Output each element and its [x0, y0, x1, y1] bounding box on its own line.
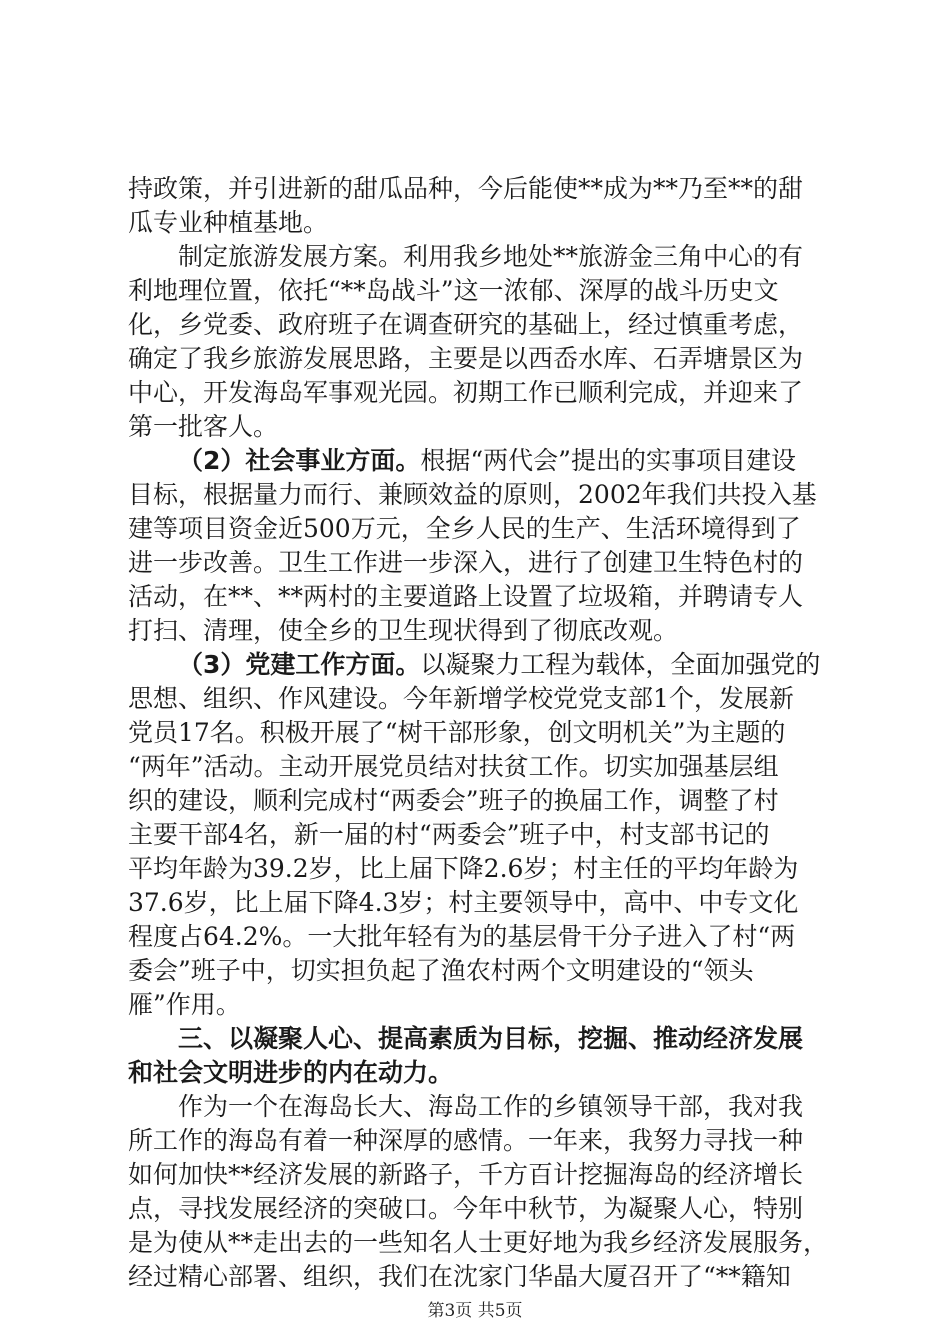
- line-text: 雁”作用。: [128, 990, 241, 1019]
- line-text: 确定了我乡旅游发展思路，主要是以西岙水库、石弄塘景区为: [128, 344, 804, 373]
- line-text: 委会”班子中，切实担负起了渔农村两个文明建设的“领头: [128, 956, 754, 985]
- text-line: [128, 852, 830, 886]
- line-text: 中心，开发海岛军事观光园。初期工作已顺利完成，并迎来了: [128, 378, 804, 407]
- line-text: 打扫、清理，使全乡的卫生现状得到了彻底改观。: [128, 616, 679, 645]
- text-line: [128, 920, 830, 954]
- text-line: [128, 512, 830, 546]
- text-line: [128, 478, 830, 512]
- line-text: 主要干部4名，新一届的村“两委会”班子中，村支部书记的: [128, 820, 770, 849]
- line-text: 如何加快**经济发展的新路子，千方百计挖掘海岛的经济增长: [128, 1160, 804, 1189]
- bold-heading: 三、以凝聚人心、提高素质为目标，挖掘、推动经济发展: [178, 1024, 804, 1053]
- bold-heading: 和社会文明进步的内在动力。: [128, 1058, 454, 1087]
- text-line: [128, 240, 830, 274]
- text-line: [128, 648, 830, 682]
- text-line: [128, 546, 830, 580]
- text-line: [128, 444, 830, 478]
- text-line: [128, 784, 830, 818]
- text-line: [128, 172, 830, 206]
- text-line: [128, 682, 830, 716]
- text-line: [128, 410, 830, 444]
- text-line: [128, 342, 830, 376]
- line-text: 37.6岁，比上届下降4.3岁；村主要领导中，高中、中专文化: [128, 888, 799, 917]
- line-text: 作为一个在海岛长大、海岛工作的乡镇领导干部，我对我: [178, 1092, 804, 1121]
- line-text: 化，乡党委、政府班子在调查研究的基础上，经过慎重考虑，: [128, 310, 804, 339]
- text-line: [128, 308, 830, 342]
- line-text: 目标，根据量力而行、兼顾效益的原则，2002年我们共投入基: [128, 480, 817, 509]
- text-line: [128, 206, 830, 240]
- line-text: 点，寻找发展经济的突破口。今年中秋节，为凝聚人心，特别: [128, 1194, 804, 1223]
- text-line: [128, 1022, 830, 1056]
- line-text: 党员17名。积极开展了“树干部形象，创文明机关”为主题的: [128, 718, 786, 747]
- line-text: 平均年龄为39.2岁，比上届下降2.6岁；村主任的平均年龄为: [128, 854, 799, 883]
- text-line: [128, 818, 830, 852]
- text-line: [128, 376, 830, 410]
- line-text: 程度占64.2%。一大批年轻有为的基层骨干分子进入了村“两: [128, 922, 796, 951]
- line-text: 活动，在**、**两村的主要道路上设置了垃圾箱，并聘请专人: [128, 582, 804, 611]
- bold-heading: （3）党建工作方面。: [178, 650, 421, 679]
- text-line: [128, 1192, 830, 1226]
- text-line: [128, 274, 830, 308]
- line-text: 以凝聚力工程为载体，全面加强党的: [420, 650, 821, 679]
- text-line: [128, 886, 830, 920]
- text-line: [128, 1090, 830, 1124]
- text-line: [128, 1226, 830, 1260]
- line-text: 所工作的海岛有着一种深厚的感情。一年来，我努力寻找一种: [128, 1126, 804, 1155]
- text-line: [128, 1260, 830, 1294]
- document-body: [128, 172, 830, 1294]
- line-text: “两年”活动。主动开展党员结对扶贫工作。切实加强基层组: [128, 752, 779, 781]
- text-line: [128, 954, 830, 988]
- line-text: 制定旅游发展方案。利用我乡地处**旅游金三角中心的有: [178, 242, 804, 271]
- line-text: 进一步改善。卫生工作进一步深入，进行了创建卫生特色村的: [128, 548, 804, 577]
- line-text: 第一批客人。: [128, 412, 279, 441]
- text-line: [128, 1056, 830, 1090]
- text-line: [128, 1124, 830, 1158]
- line-text: 经过精心部署、组织，我们在沈家门华晶大厦召开了“**籍知: [128, 1262, 791, 1291]
- line-text: 建等项目资金近500万元，全乡人民的生产、生活环境得到了: [128, 514, 801, 543]
- line-text: 是为使从**走出去的一些知名人士更好地为我乡经济发展服务，: [128, 1228, 829, 1257]
- text-line: [128, 750, 830, 784]
- line-text: 思想、组织、作风建设。今年新增学校党党支部1个，发展新: [128, 684, 794, 713]
- line-text: 瓜专业种植基地。: [128, 208, 329, 237]
- text-line: [128, 1158, 830, 1192]
- page-footer: 第3页 共5页: [427, 1301, 523, 1321]
- line-text: 持政策，并引进新的甜瓜品种，今后能使**成为**乃至**的甜: [128, 174, 804, 203]
- text-line: [128, 988, 830, 1022]
- line-text: 利地理位置，依托“**岛战斗”这一浓郁、深厚的战斗历史文: [128, 276, 779, 305]
- line-text: 织的建设，顺利完成村“两委会”班子的换届工作，调整了村: [128, 786, 779, 815]
- text-line: [128, 580, 830, 614]
- text-line: [128, 716, 830, 750]
- text-line: [128, 614, 830, 648]
- line-text: 根据“两代会”提出的实事项目建设: [420, 446, 796, 475]
- bold-heading: （2）社会事业方面。: [178, 446, 421, 475]
